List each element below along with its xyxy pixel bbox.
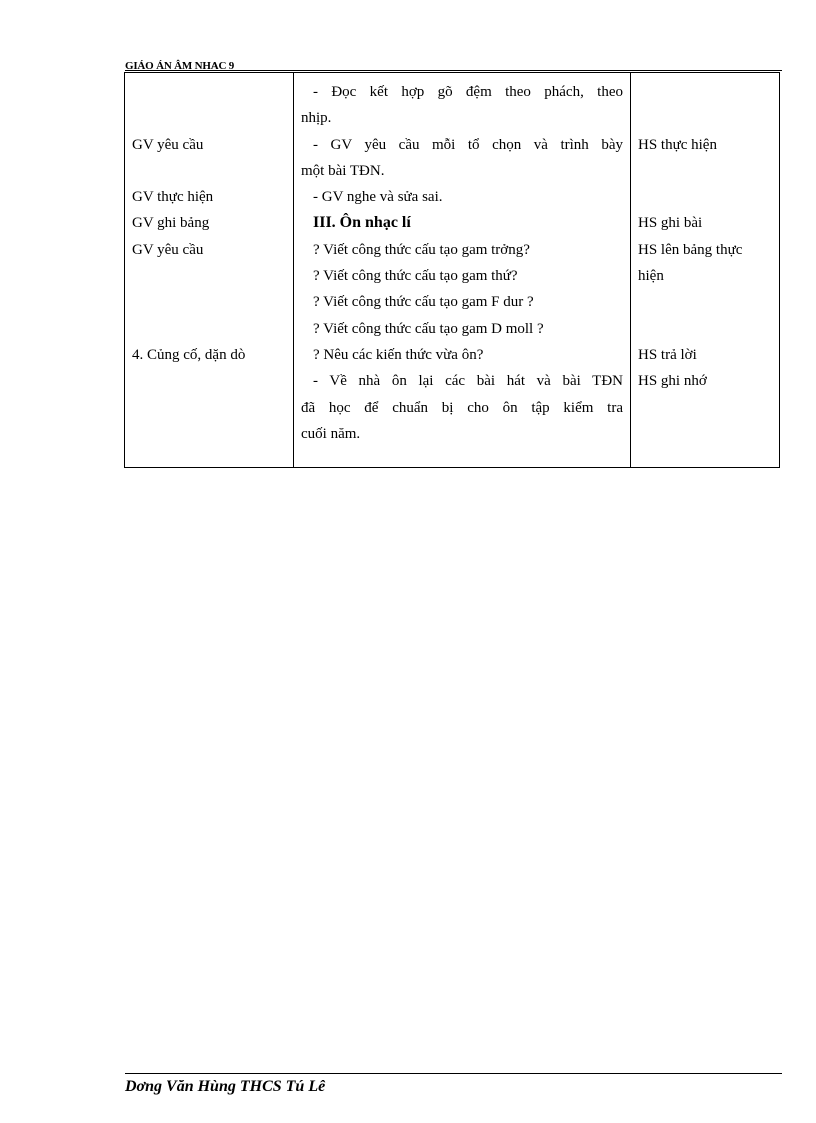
table-line: ? Viết công thức cấu tạo gam thứ? [313,268,518,285]
table-line: GV ghi bảng [132,215,210,232]
table-line [132,316,286,342]
table-line [638,158,772,184]
table-line: một bài TĐN. [301,162,385,179]
table-line: ? Nêu các kiến thức vừa ôn? [313,346,484,363]
table-line: - GV nghe và sửa sai. [313,189,443,206]
table-line [132,79,286,105]
table-line: HS ghi nhớ [638,373,707,390]
table-line: 4. Củng cố, dặn dò [132,346,246,363]
table-line: ? Viết công thức cấu tạo gam trởng? [313,241,530,258]
student-activity-cell [631,73,780,468]
table-line [132,421,286,447]
table-line: - Về nhà ôn lại các bài hát và bài TĐN [313,373,623,390]
table-line: HS thực hiện [638,136,717,153]
page-header-title: GIÁO ÁN ÂM NHẠC 9 [125,60,235,70]
table-line: nhịp. [301,110,332,127]
table-line [132,289,286,315]
table-line: đã học để chuẩn bị cho ôn tập kiểm tra [301,399,623,416]
table-line: ? Viết công thức cấu tạo gam D moll ? [313,320,544,337]
table-line [132,368,286,394]
table-line [638,421,772,447]
table-line [638,79,772,105]
table-line [132,263,286,289]
table-line: hiện [638,268,664,285]
table-line: - Đọc kết hợp gõ đệm theo phách, theo [313,84,623,100]
table-line: GV yêu cầu [132,136,204,153]
table-line [638,289,772,315]
table-line: - GV yêu cầu mỗi tổ chọn và trình bày [313,136,623,153]
lesson-plan-table [124,72,780,468]
header-divider [125,70,782,71]
table-line: GV thực hiện [132,189,214,206]
table-row [125,73,780,468]
table-line: HS lên bảng thực [638,241,743,258]
table-line: ? Viết công thức cấu tạo gam F dur ? [313,294,534,311]
content-cell [294,73,631,468]
table-line [638,105,772,131]
footer-author: Dơng Văn Hùng THCS Tú Lê [125,1078,326,1095]
table-line [638,316,772,342]
table-line [638,184,772,210]
teacher-activity-cell [125,73,294,468]
table-line: GV yêu cầu [132,241,204,258]
table-line: cuối năm. [301,425,361,442]
table-line [638,395,772,421]
table-line: HS ghi bài [638,215,703,232]
table-line: HS trả lời [638,346,697,363]
section-heading: III. Ôn nhạc lí [313,214,411,232]
table-line [132,395,286,421]
table-line [132,105,286,131]
footer-divider [125,1073,782,1074]
table-line [132,158,286,184]
